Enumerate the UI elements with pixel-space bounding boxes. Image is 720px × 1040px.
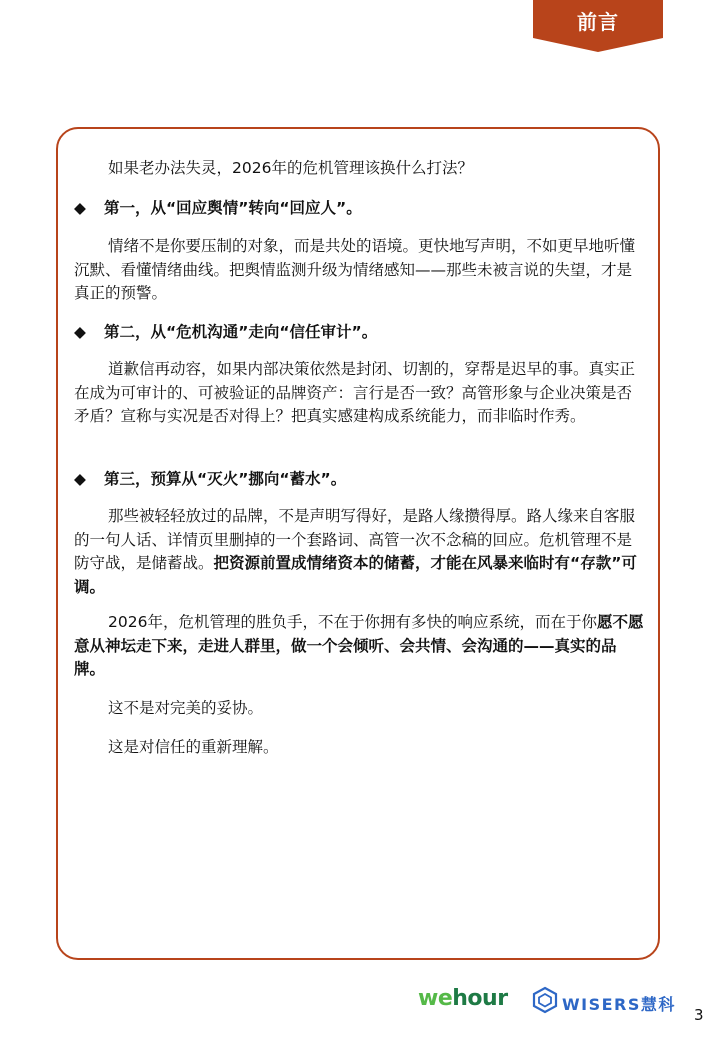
- point-3-body-bold: 把资源前置成情绪资本的储蓄，才能在风暴来临时有“存款”可调。: [74, 554, 637, 596]
- section-tab: [533, 0, 663, 52]
- point-1-body: 情绪不是你要压制的对象，而是共处的语境。更快地写声明，不如更早地听懂沉默、看懂情绪曲线。把舆情监测升级为情绪感知——那些未被言说的失望，才是真正的预警。: [74, 237, 636, 302]
- point-1-heading-text: 第一，从“回应舆情”转向“回应人”。: [104, 199, 362, 217]
- wehour-logo-hour: hour: [452, 986, 508, 1011]
- diamond-bullet-icon: ◆: [74, 323, 86, 341]
- section-tab-label: 前言: [577, 10, 619, 34]
- wehour-logo: [418, 986, 508, 1011]
- closing-plain: 2026年，危机管理的胜负手，不在于你拥有多快的响应系统，而在于你: [108, 613, 597, 631]
- wisers-logo-text: WISERS慧科: [562, 995, 676, 1014]
- point-3-heading-text: 第三，预算从“灭火”挪向“蓄水”。: [104, 470, 347, 488]
- point-2-heading: [74, 321, 646, 345]
- diamond-bullet-icon: ◆: [74, 470, 86, 488]
- point-3-body-plain: 那些被轻轻放过的品牌，不是声明写得好，是路人缘攒得厚。路人缘来自客服的一句人话、详情页里删掉的一个套路词、高管一次不念稿的回应。危机管理不是防守战，是储蓄战。: [74, 507, 636, 572]
- closing-bold: 愿不愿意从神坛走下来，走进人群里，做一个会倾听、会共情、会沟通的——真实的品牌。: [74, 613, 644, 678]
- lead-question: 如果老办法失灵，2026年的危机管理该换什么打法？: [108, 159, 473, 177]
- point-1-heading: [74, 197, 646, 221]
- closing-line-1: 这不是对完美的妥协。: [108, 699, 264, 717]
- wehour-logo-we: we: [418, 986, 453, 1011]
- point-3-body: [74, 505, 646, 599]
- page-number: 3: [694, 1006, 704, 1024]
- point-2-heading-text: 第二，从“危机沟通”走向“信任审计”。: [104, 323, 378, 341]
- closing-line-2: 这是对信任的重新理解。: [108, 738, 279, 756]
- footer-logos: [418, 984, 676, 1018]
- wisers-hexagon-icon: [532, 986, 558, 1014]
- diamond-bullet-icon: ◆: [74, 199, 86, 217]
- point-3-heading: [74, 468, 646, 492]
- point-2-body: 道歉信再动容，如果内部决策依然是封闭、切割的，穿帮是迟早的事。真实正在成为可审计的、可被验证的品牌资产：言行是否一致？高管形象与企业决策是否矛盾？宣称与实况是否对得上？把真实感建构成系统能力，而非临时作秀。: [74, 360, 636, 425]
- closing-paragraph: [74, 611, 646, 682]
